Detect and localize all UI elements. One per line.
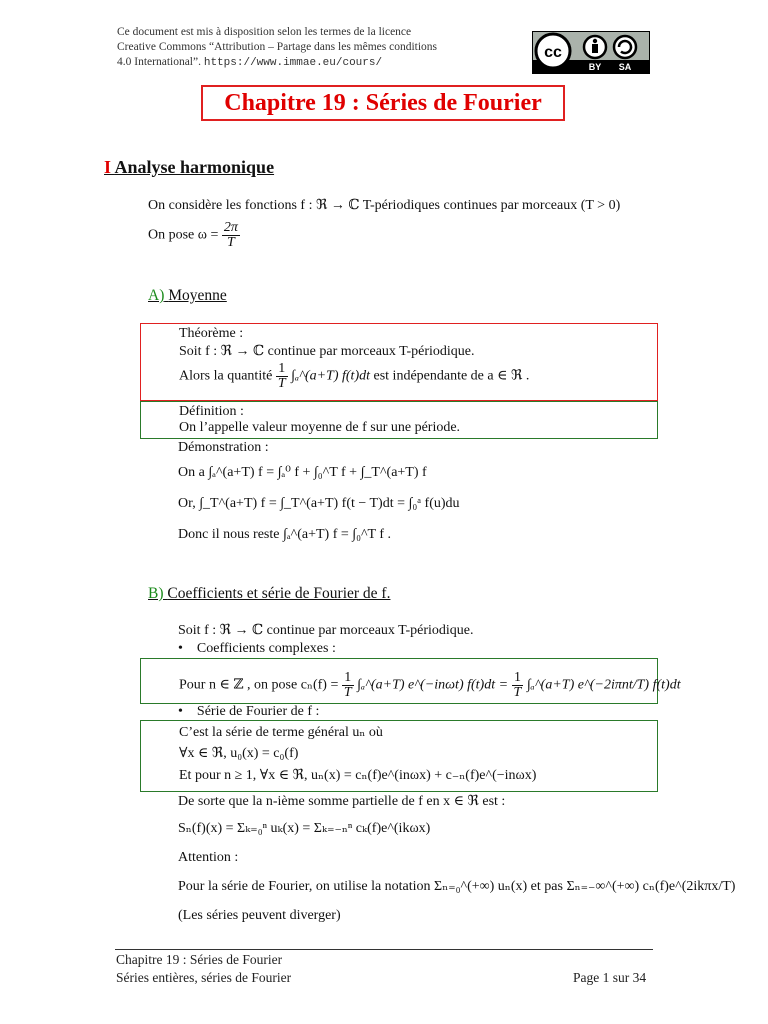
omega-frac-den: T bbox=[227, 235, 235, 250]
chapter-title: Chapitre 19 : Séries de Fourier bbox=[201, 85, 565, 121]
bullet-serie: • Série de Fourier de f : bbox=[178, 704, 320, 719]
footer-page-number: Page 1 sur 34 bbox=[573, 970, 647, 985]
definition-box bbox=[140, 401, 658, 439]
partial-sum-formula: Sₙ(f)(x) = Σₖ₌₀ⁿ uₖ(x) = Σₖ₌₋ₙⁿ cₖ(f)e^(ikωx) bbox=[178, 821, 431, 836]
section-heading bbox=[104, 157, 274, 178]
demo-line-1: On a ∫ₐ^(a+T) f = ∫ₐ⁰ f + ∫₀^T f + ∫_T^(a+T) f bbox=[178, 465, 427, 480]
coefficients-box bbox=[140, 658, 681, 704]
subsection-b-title: Coefficients et série de Fourier de f. bbox=[167, 585, 391, 602]
theorem-line-1: Soit f : ℜ → ℂ continue par morceaux T-périodique. bbox=[179, 344, 475, 359]
coef-frac2-den: T bbox=[513, 685, 522, 700]
diverge-note: (Les séries peuvent diverger) bbox=[178, 908, 341, 923]
section-title: Analyse harmonique bbox=[114, 157, 275, 177]
serie-line-2: ∀x ∈ ℜ, u₀(x) = c₀(f) bbox=[179, 746, 299, 761]
demo-line-2: Or, ∫_T^(a+T) f = ∫_T^(a+T) f(t − T)dt = ∫₀ᵃ f(u)du bbox=[178, 496, 460, 511]
theorem-line-2 bbox=[179, 362, 529, 391]
coef-end: ∫ₐ^(a+T) e^(−2iπnt/T) f(t)dt bbox=[526, 677, 681, 693]
theorem-frac-num: 1 bbox=[276, 362, 288, 377]
cc-badge-graphic bbox=[533, 32, 649, 73]
theorem-box bbox=[140, 323, 658, 401]
omega-fraction bbox=[222, 221, 240, 250]
bullet-coefficients: • Coefficients complexes : bbox=[178, 641, 336, 656]
notation-line: Pour la série de Fourier, on utilise la notation Σₙ₌₀^(+∞) uₙ(x) et pas Σₙ₌₋∞^(+∞) cₙ(f)e^(2ikπx/T) bbox=[178, 879, 736, 894]
subsection-a-heading bbox=[148, 287, 227, 305]
partial-sum-intro: De sorte que la n-ième somme partielle de f en x ∈ ℜ est : bbox=[178, 794, 506, 809]
serie-line-1: C’est la série de terme général uₙ où bbox=[179, 725, 383, 740]
coef-prefix: Pour n ∈ ℤ , on pose cₙ(f) = bbox=[179, 677, 339, 693]
definition-head: Définition : bbox=[179, 404, 244, 419]
intro-omega-label: On pose ω = bbox=[148, 227, 219, 243]
theorem-head: Théorème : bbox=[179, 326, 244, 341]
coefficients-formula bbox=[179, 671, 681, 700]
sa-share-icon bbox=[614, 36, 636, 58]
badge-sa-label: SA bbox=[618, 62, 632, 72]
badge-by-label: BY bbox=[588, 62, 602, 72]
subsection-a-letter: A) bbox=[148, 287, 165, 304]
footer-rule bbox=[115, 949, 653, 950]
coef-fraction-1 bbox=[342, 671, 354, 700]
coef-frac2-num: 1 bbox=[512, 671, 524, 686]
footer-course: Séries entières, séries de Fourier bbox=[116, 970, 292, 985]
license-url-link[interactable]: https://www.immae.eu/cours/ bbox=[203, 57, 383, 69]
attention-label: Attention : bbox=[178, 850, 239, 865]
subsection-b-heading bbox=[148, 585, 390, 603]
omega-frac-num: 2π bbox=[223, 220, 238, 235]
definition-line: On l’appelle valeur moyenne de f sur une période. bbox=[179, 420, 461, 435]
cc-by-sa-badge[interactable] bbox=[532, 31, 650, 74]
section-number: I bbox=[104, 157, 112, 177]
serie-box bbox=[140, 720, 658, 792]
subsection-a-title: Moyenne bbox=[168, 287, 227, 304]
theorem-integral: ∫ₐ^(a+T) f(t)dt bbox=[291, 368, 370, 384]
theorem-l2-prefix: Alors la quantité bbox=[179, 368, 273, 384]
subsection-b-letter: B) bbox=[148, 585, 164, 602]
coef-frac1-num: 1 bbox=[342, 671, 354, 686]
intro-line-1: On considère les fonctions f : ℜ → ℂ T-périodiques continues par morceaux (T > 0) bbox=[148, 198, 621, 213]
intro-line-2 bbox=[148, 221, 240, 250]
demo-line-3: Donc il nous reste ∫ₐ^(a+T) f = ∫₀^T f . bbox=[178, 527, 392, 542]
theorem-l2-suffix: est indépendante de a ∈ ℜ . bbox=[373, 368, 530, 384]
theorem-fraction bbox=[276, 362, 288, 391]
demo-head: Démonstration : bbox=[178, 440, 269, 455]
coef-mid: ∫ₐ^(a+T) e^(−inωt) f(t)dt = bbox=[357, 677, 509, 693]
serie-line-3: Et pour n ≥ 1, ∀x ∈ ℜ, uₙ(x) = cₙ(f)e^(inωx) + c₋ₙ(f)e^(−inωx) bbox=[179, 768, 537, 783]
theorem-frac-den: T bbox=[277, 376, 286, 391]
license-line-1: Ce document est mis à disposition selon les termes de la licence bbox=[117, 26, 412, 38]
bullet-serie-text: Série de Fourier de f : bbox=[196, 704, 320, 719]
coef-frac1-den: T bbox=[343, 685, 352, 700]
coef-line-1: Soit f : ℜ → ℂ continue par morceaux T-périodique. bbox=[178, 623, 474, 638]
license-line-3: 4.0 International”. bbox=[117, 56, 201, 68]
license-notice bbox=[117, 25, 497, 71]
coef-fraction-2 bbox=[512, 671, 524, 700]
license-line-2: Creative Commons “Attribution – Partage dans les mêmes conditions bbox=[117, 41, 438, 53]
bullet-coefficients-text: Coefficients complexes : bbox=[196, 641, 336, 656]
cc-logo-text: cc bbox=[544, 44, 562, 61]
footer-chapter: Chapitre 19 : Séries de Fourier bbox=[116, 952, 283, 967]
